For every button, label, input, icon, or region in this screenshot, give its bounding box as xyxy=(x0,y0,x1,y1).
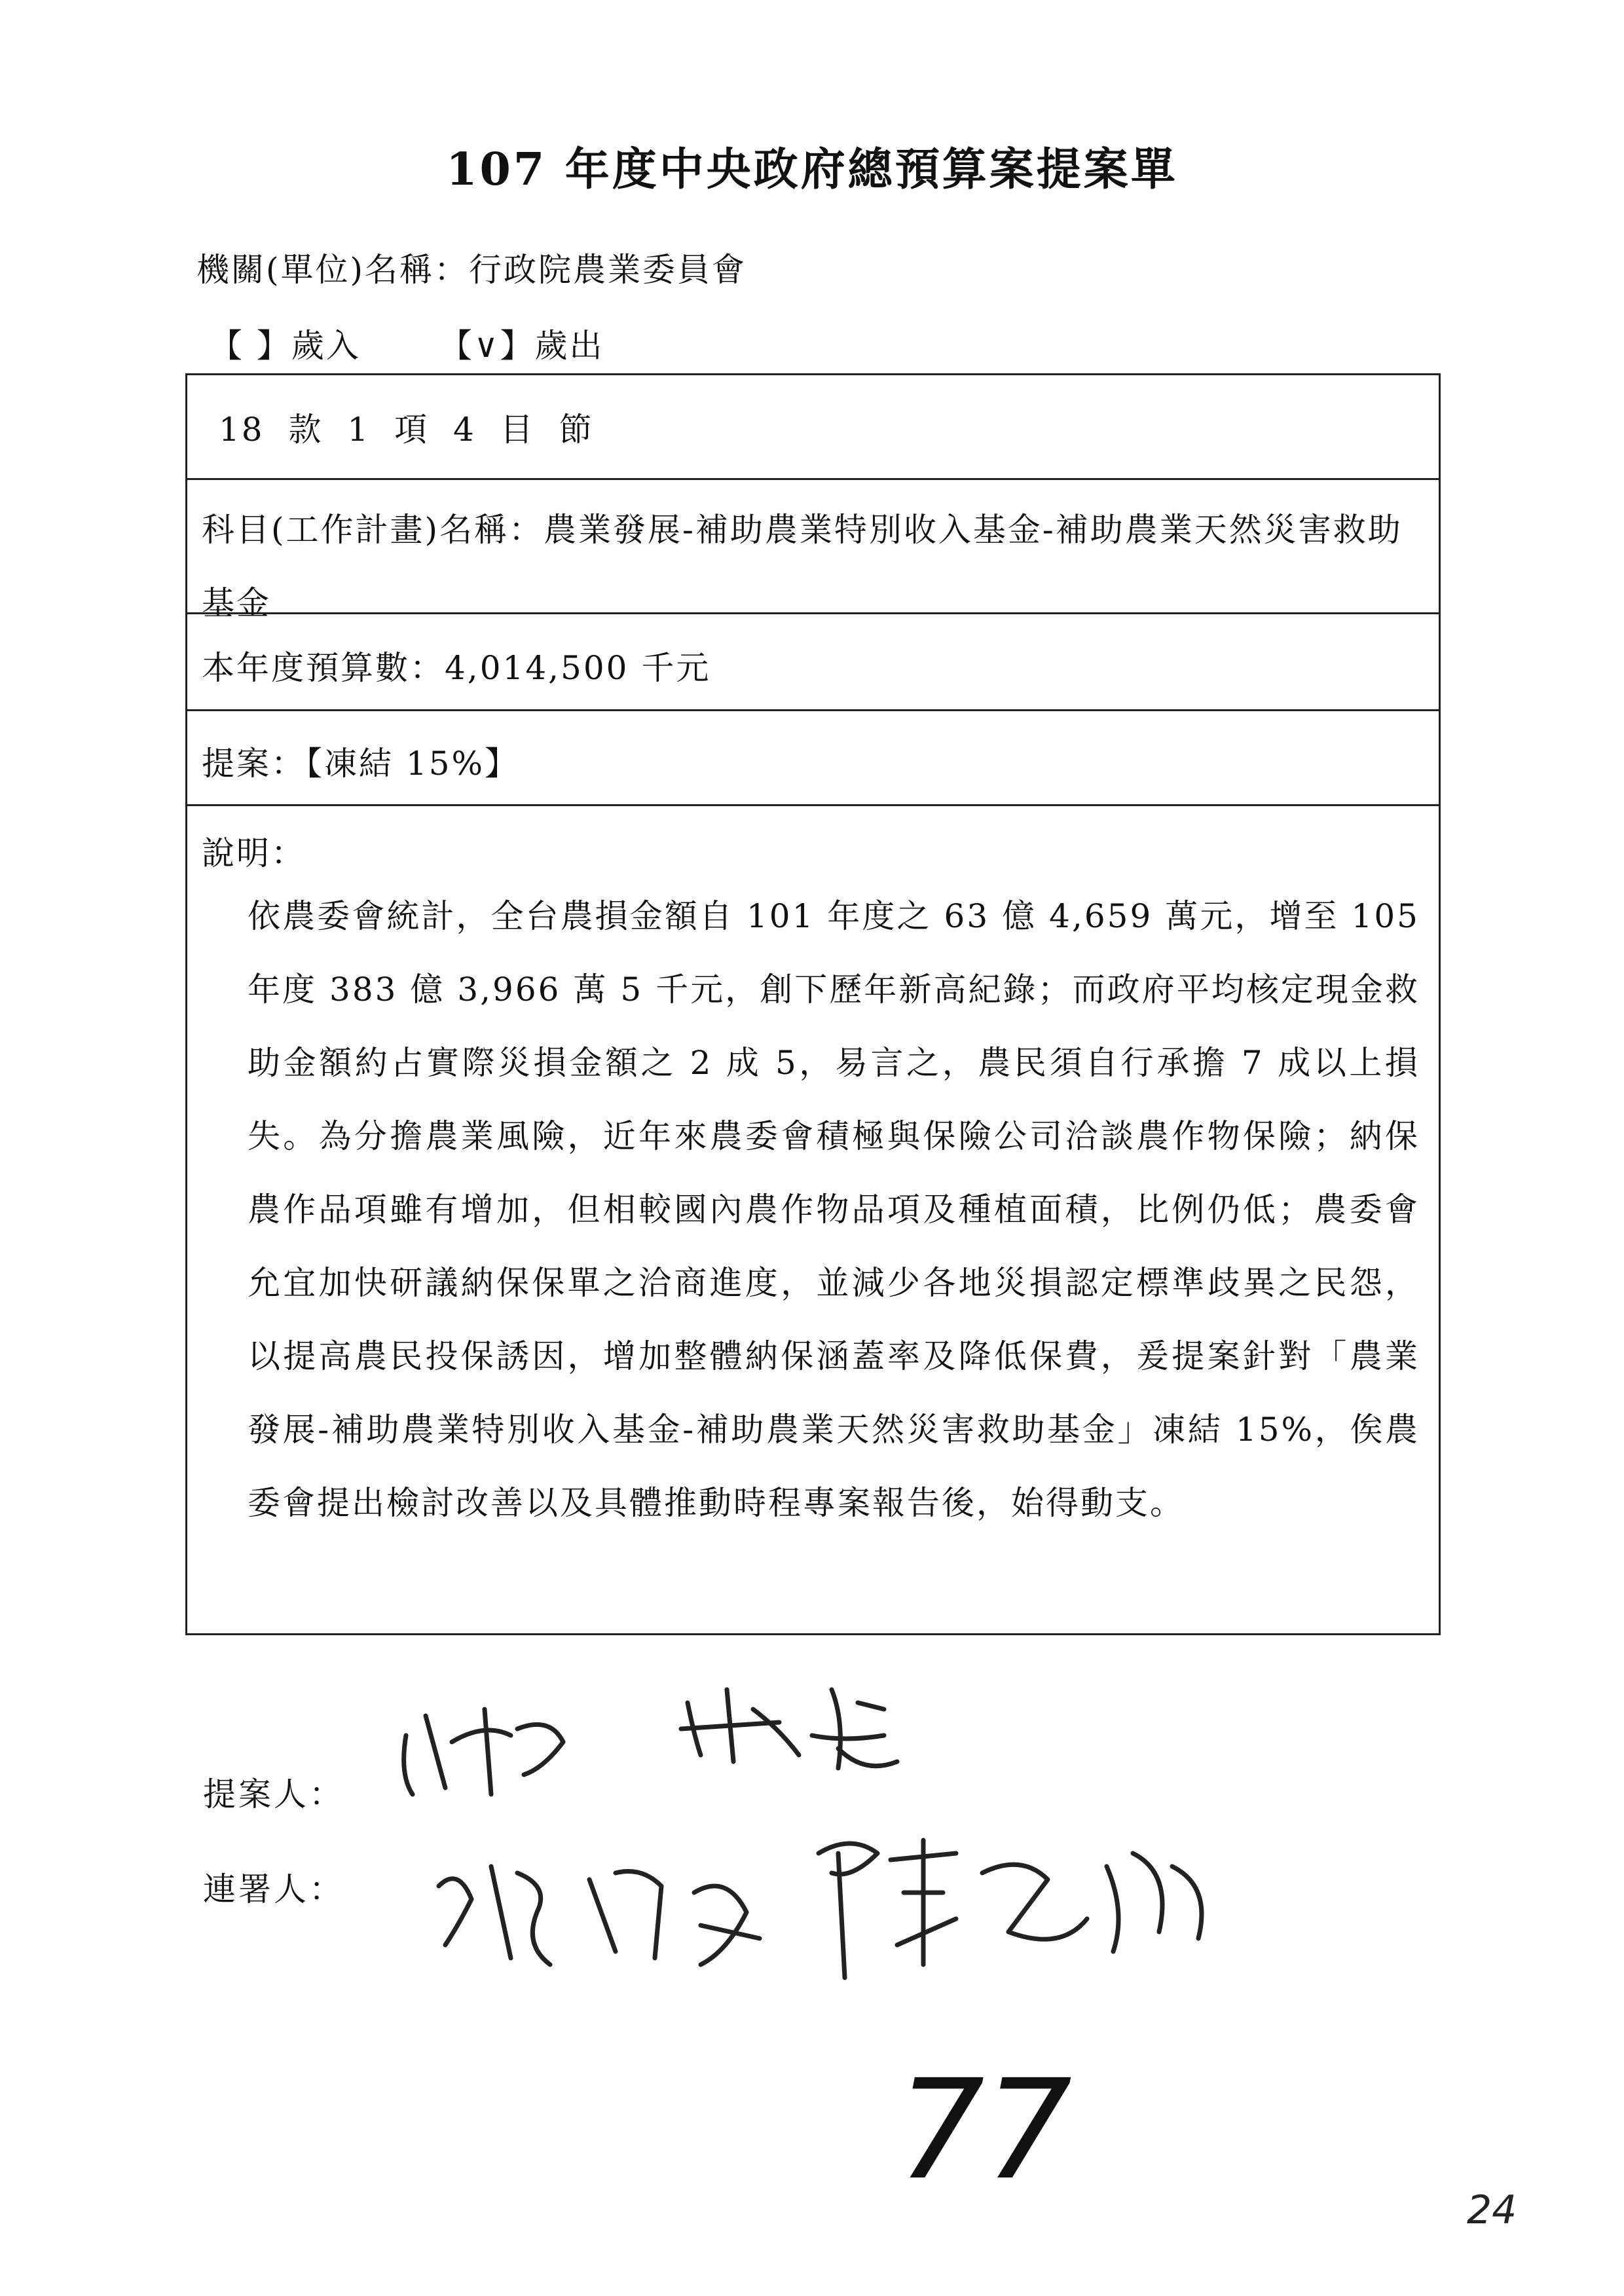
cosigner-signature xyxy=(419,1814,1225,2004)
program-name-row: 科目(工作計畫)名稱：農業發展-補助農業特別收入基金-補助農業天然災害救助基金 xyxy=(187,480,1439,614)
signature-stroke xyxy=(404,1709,563,1794)
proposal-form-table xyxy=(185,373,1441,1635)
proposer-label: 提案人： xyxy=(203,1775,344,1813)
signature-stroke xyxy=(681,1690,897,1768)
agency-name: 機關(單位)名稱：行政院農業委員會 xyxy=(196,251,747,289)
revenue-expenditure-selector xyxy=(210,320,604,367)
explanation-label: 說明： xyxy=(202,834,306,872)
cosigner-label: 連署人： xyxy=(203,1870,344,1908)
expenditure-checkbox: 【∨】歲出 xyxy=(439,327,604,365)
explanation-text: 依農委會統計，全台農損金額自 101 年度之 63 億 4,659 萬元，增至 105 年度 383 億 3,966 萬 5 千元，創下歷年新高紀錄；而政府平均核定現金救助金額約占實際災損金額之 2 成 5，易言之，農民須自行承擔 7 成以上損失。為分擔農業風險，近年來農委會積極與保險公司洽談農作物保險；納保農作品項雖有增加，但相較國內農作物品項及種植面積，比例仍低；農委會允宜加快研議納保保單之洽商進度，並減少各地災損認定標準歧異之民怨，以提高農民投保誘因，增加整體納保涵蓋率及降低保費，爰提案針對「農業發展-補助農業特別收入基金-補助農業天然災害救助基金」凍結 15%，俟農委會提出檢討改善以及具體推動時程專案報告後，始得動支。 xyxy=(248,897,1420,1522)
signature-stroke xyxy=(819,1840,1202,1978)
page-title: 107 年度中央政府總預算案提案單 xyxy=(446,143,1178,196)
proposer-signature xyxy=(386,1663,950,1827)
budget-amount-row: 本年度預算數：4,014,500 千元 xyxy=(187,614,1439,711)
budget-code-row: 18 款 1 項 4 目 節 xyxy=(187,375,1439,480)
corner-page-number: 24 xyxy=(1467,2187,1517,2233)
revenue-checkbox: 【 】歲入 xyxy=(210,327,361,365)
handwritten-page-number: 77 xyxy=(897,2050,1073,2210)
proposal-row: 提案：【凍結 15%】 xyxy=(187,711,1439,806)
signature-stroke xyxy=(439,1866,760,1965)
